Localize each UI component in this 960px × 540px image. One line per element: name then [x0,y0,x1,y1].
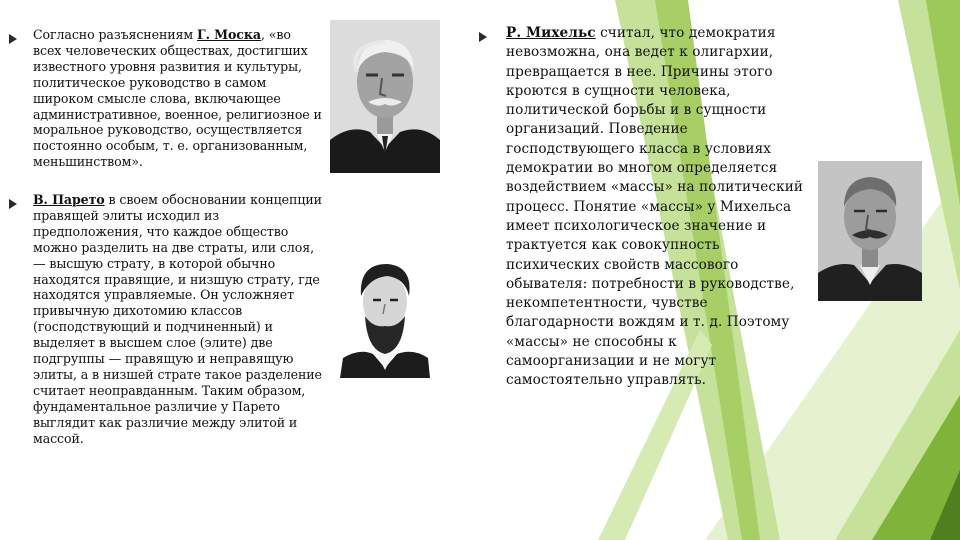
portrait-michels-photo [818,161,922,301]
michels-name: Р. Михельс [506,25,596,41]
bullet-marker [479,32,487,42]
michels-text-after: считал, что демократия невозможна, она ведет к олигархии, превращается в нее. Причины этого кроются в сущности человека, политической борьбы и в сущности организаций. Поведение господствующего класса в условиях демократии во многом определяется воздействием «массы» на политический процесс. Понятие «массы» у Михельса имеет психологическое значение и трактуется как совокупность психических свойств массового обывателя: потребности в руководстве, некомпетентности, чувстве благодарности вождям и т. д. Поэтому «массы» не способны к самоорганизации и не могут самостоятельно управлять. [506,25,804,389]
pareto-paragraph [33,192,325,447]
pareto-text-after: в своем обосновании концепции правящей элиты исходил из предположения, что каждое общество можно разделить на две страты, или слоя, — высшую страту, в которой обычно находятся правящие, и низшую страту, где находятся управляемые. Он усложняет привычную дихотомию классов (господствующий и подчиненный) и выделяет в высшем слое (элите) две подгруппы — правящую и неправящую элиты, а в низшей страте такое разделение считает неоправданным. Таким образом, фундаментальное различие у Парето выглядит как различие между элитой и массой. [33,192,322,446]
bullet-marker [9,199,17,209]
portrait-mosca-photo [330,20,440,173]
mosca-text-after: , «во всех человеческих обществах, достигших известного уровня развития и культуры, политическое руководство в самом широком смысле слова, включающее административное, военное, религиозное и моральное руководство, осуществляется постоянно особым, т. е. организованным, меньшинством». [33,27,322,170]
bullet-marker [9,34,17,44]
mosca-text-before: Согласно разъяснениям [33,27,197,42]
mosca-name: Г. Моска [197,27,261,42]
portrait-pareto-photo [335,250,435,378]
portrait-michels-icon [818,161,922,301]
michels-paragraph [506,24,806,391]
portrait-pareto-icon [335,250,435,378]
mosca-paragraph [33,27,323,170]
portrait-mosca-icon [330,20,440,173]
pareto-name: В. Парето [33,192,105,207]
